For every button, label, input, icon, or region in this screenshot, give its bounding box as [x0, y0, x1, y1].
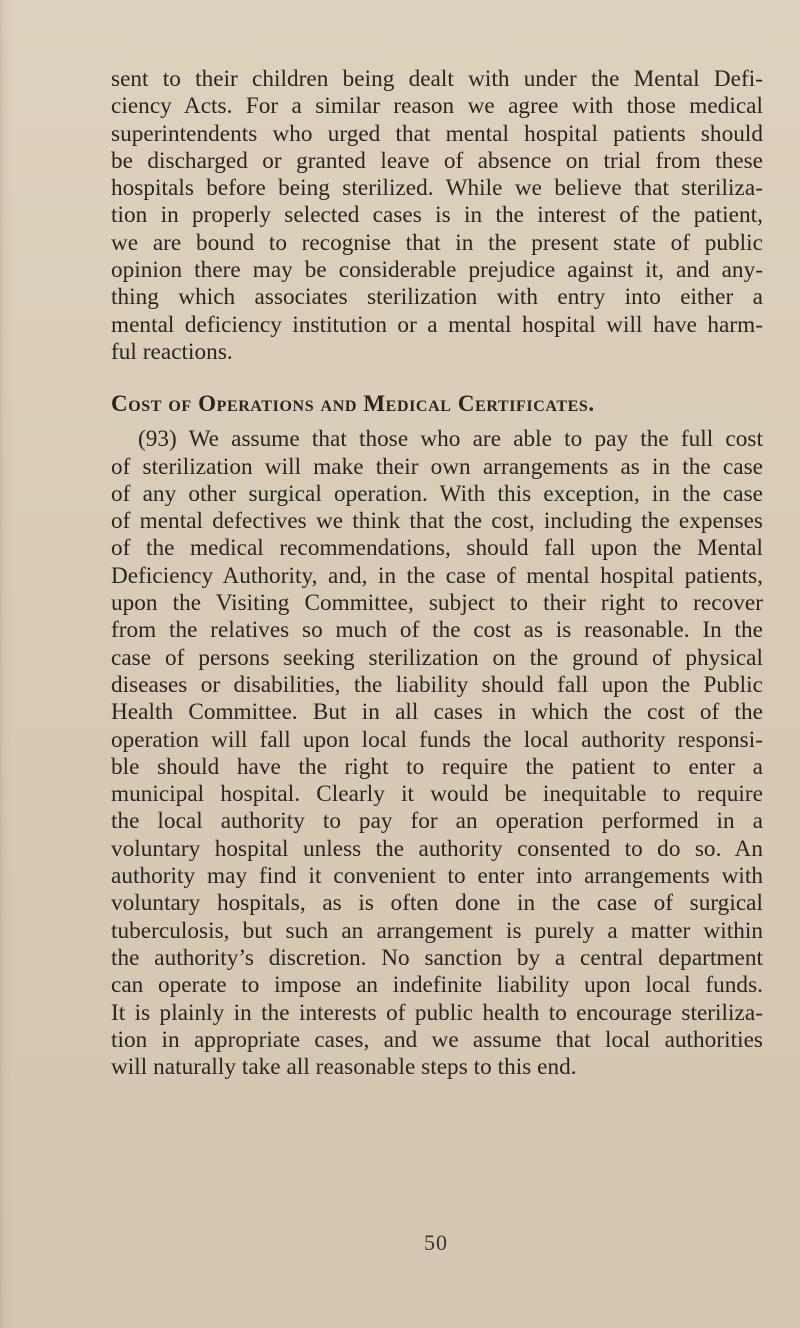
- text-line: of sterilization will make their own arrangements as in the case: [111, 453, 763, 480]
- text-line: ciency Acts. For a similar reason we agree with those medical: [111, 93, 763, 120]
- text-line: Health Committee. But in all cases in which the cost of the: [111, 699, 763, 726]
- text-line: will naturally take all reasonable steps to this end.: [111, 1054, 577, 1081]
- text-line: of any other surgical operation. With this exception, in the case: [111, 480, 763, 507]
- text-line: hospitals before being sterilized. While we believe that steriliza-: [111, 175, 763, 202]
- document-page: [111, 66, 763, 1081]
- text-line: operation will fall upon local funds the local authority responsi-: [111, 726, 763, 753]
- text-line: Deficiency Authority, and, in the case of mental hospital patients,: [111, 562, 763, 589]
- text-line: can operate to impose an indefinite liability upon local funds.: [111, 972, 763, 999]
- text-line: superintendents who urged that mental hospital patients should: [111, 120, 763, 147]
- text-line: diseases or disabilities, the liability should fall upon the Public: [111, 671, 763, 698]
- section-heading: Cost of Operations and Medical Certificates.: [111, 391, 595, 417]
- text-line: mental deficiency institution or a mental hospital will have harm-: [111, 311, 763, 338]
- text-line: the authority’s discretion. No sanction by a central department: [111, 944, 763, 971]
- text-line: municipal hospital. Clearly it would be inequitable to require: [111, 781, 763, 808]
- text-line: voluntary hospitals, as is often done in the case of surgical: [111, 890, 763, 917]
- text-line: voluntary hospital unless the authority consented to do so. An: [111, 835, 763, 862]
- text-line: It is plainly in the interests of public health to encourage steriliza-: [111, 999, 763, 1026]
- text-line: sent to their children being dealt with under the Mental Defi-: [111, 66, 763, 92]
- text-line: tion in appropriate cases, and we assume that local authorities: [111, 1026, 763, 1053]
- text-line: from the relatives so much of the cost as is reasonable. In the: [111, 617, 763, 644]
- text-line: we are bound to recognise that in the present state of public: [111, 229, 763, 256]
- text-line: case of persons seeking sterilization on the ground of physical: [111, 644, 763, 671]
- text-line: of the medical recommendations, should fall upon the Mental: [111, 535, 763, 562]
- continuation-paragraph: [111, 66, 763, 366]
- text-line: authority may find it convenient to enter into arrangements with: [111, 863, 763, 890]
- text-line: opinion there may be considerable prejudice against it, and any-: [111, 257, 763, 284]
- text-line: the local authority to pay for an operation performed in a: [111, 808, 763, 835]
- paragraph-93: [111, 426, 763, 1081]
- text-line: (93) We assume that those who are able to pay the full cost: [138, 426, 763, 453]
- text-line: of mental defectives we think that the cost, including the expenses: [111, 508, 763, 535]
- text-line: tuberculosis, but such an arrangement is purely a matter within: [111, 917, 763, 944]
- text-line: tion in properly selected cases is in the interest of the patient,: [111, 202, 763, 229]
- text-line: ful reactions.: [111, 338, 233, 365]
- page-number: 50: [424, 1230, 448, 1255]
- text-line: ble should have the right to require the patient to enter a: [111, 753, 763, 780]
- text-line: upon the Visiting Committee, subject to their right to recover: [111, 590, 763, 617]
- text-line: thing which associates sterilization with entry into either a: [111, 284, 763, 311]
- text-line: be discharged or granted leave of absence on trial from these: [111, 147, 763, 174]
